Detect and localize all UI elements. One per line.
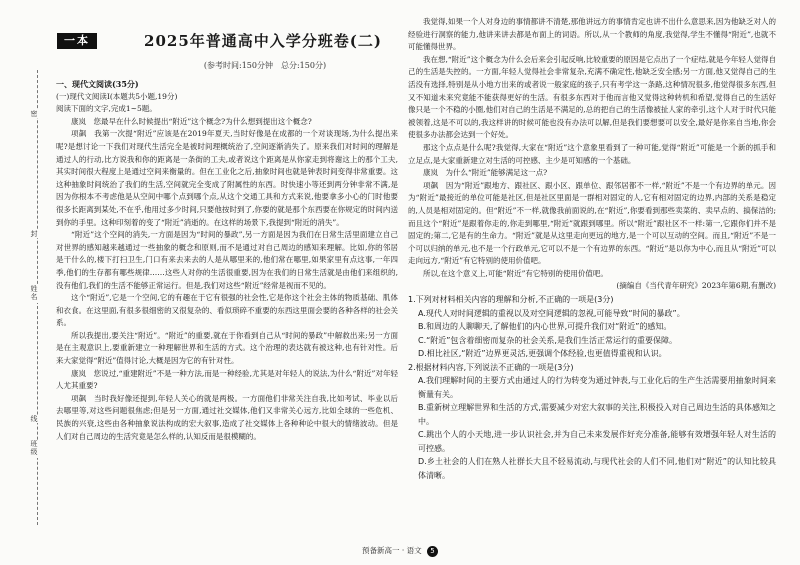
article-paragraph: 我在想,“附近”这个概念为什么会后来会引起反响,比较重要的原因是它点出了一个症结,就是今年轻人觉得自己的生活是失控的。一方面,年轻人觉得社会非常复杂,充满不确定性,他缺乏安全感;另一方面,他又觉得自己的生活没有选择,特别是从小地方出来的或者说一般家庭的孩子,只有考学这一条路,这种情况很多,他觉得很多东西,但又不知道未来究竟能不能获得更好的生活。有很多东西对于他而言他又觉得这种转机和希望,觉得自己的生活好像只是一个不稳的小圈,他们对自己的生活是不满足的,总的把自己的生活像被扯人家的牵引,这个人对于时代只能被领着,这是不可以的,我这样讲的时候可能也没有办法可以解,但是我们要想要可以安全,最好是你来自当地,你会使很多办法都会达到一个好处。 (408, 54, 776, 140)
interview-answer: 项飙 因为“附近”跟地方、跟社区、跟小区、跟单位、跟邻居都不一样,“附近”不是一个有边界的单元。因为“附近”最接近的单位可能是社区,但是社区里面是一群相对固定的人,它有相对固定的边界,内部的关系是稳定的,人员是相对固定的。但“附近”不一样,就像我前面说的,在“附近”,你要看到那些卖菜的、卖早点的、搞保洁的;而且这个“附近”是跟着你走的,你走到哪里,“附近”就跟到哪里。所以“附近”跟社区不一样:第一,它跟你们并不是固定的;第二,它是有的生命力。“附近”就是从这里走向更远的地方,是一个可以互动的空间。而且,“附近”不是一个可以归纳的单元,也不是一个行政单元,它可以不是一个有边界的东西。“附近”是以你为中心,而且从“附近”可以走向远方,“附近”有它特别的使用价值吧。 (408, 180, 776, 266)
answer-option-a: A.现代人对时间逻辑的重视以及对空间逻辑的忽视,可能导致“时间的暴政”。 (418, 308, 685, 318)
page-number: 5 (427, 546, 438, 557)
answer-option-d: D.乡土社会的人们在熟人社群长大且不轻易流动,与现代社会的人们不同,他们对“附近”的认知比较具体清晰。 (418, 457, 776, 480)
source-citation: (摘编自《当代青年研究》2023年第6期,有删改) (616, 281, 776, 291)
seal-label-feng: 封 (30, 230, 38, 238)
seal-label-mi: 密 (30, 110, 38, 118)
answer-option-b: B.重新树立理解世界和生活的方式,需要减少对宏大叙事的关注,积极投入对自己周边生活的具体感知之中。 (418, 403, 776, 426)
name-field-label: 姓名 (30, 285, 38, 301)
interview-answer: 项飙 当时我好像还提到,年轻人关心的就是两极。一方面他们非常关注自我,比如考试、毕业以后去哪里等,对这些问题很焦虑;但是另一方面,通过社交媒体,他们又非常关心远方,比如全球的一些危机、民族的兴衰,这些由各种抽象说法构成的宏大叙事,造成了社交媒体上各种种论中很大的情绪波动。但是人们对自己周边的生活究竟是怎么样的,认知反而是很模糊的。 (56, 393, 398, 441)
edition-tag: 一本 (57, 33, 97, 49)
article-paragraph: 我觉得,如果一个人对身边的事情都讲不清楚,那他讲远方的事情肯定也讲不出什么意思来,因为他缺乏对人的经验进行洞察的能力,他讲来讲去都是布面上的词语。所以,从一个教师的角度,我觉得,学生不懂得“附近”,也就不可能懂得世界。 (408, 17, 776, 52)
answer-option-b: B.和周边的人聊聊天,了解他们的内心世界,可提升我们对“附近”的感知。 (418, 322, 672, 332)
class-field-label: 班级 (30, 440, 38, 456)
answer-option-d: D.相比社区,“附近”边界更灵活,更强调个体经验,也更值得重视和认识。 (418, 349, 667, 359)
article-paragraph: 所以,在这个意义上,可能“附近”有它特别的使用价值吧。 (423, 268, 608, 278)
section-heading: 一、现代文阅读(35分) (56, 79, 139, 89)
interview-answer: 项飙 我第一次提“附近”应该是在2019年夏天,当时好像是在成都的一个对谈现场,为什么提出来呢?是想讨论一下我们对现代生活完全是被时间理概统治了,空间逐渐消失了。原来我们对时间的理解是通过人的行动,比方说我和你的距离是一条街的工夫,或者说这个距离是从你家走到将谢这上的那个工夫,其实时间很大程度上是通过空间来衡量的。但在工业化之后,抽象时间也就是钟表时间变得非常重要。这这种抽象时间统治了我们的生活,空间就完全变成了附属性的东西。时快速小等还到两分钟非常不满,是因为你根本不考虑他是从空间中哪个点到哪个点,从这个交通工具和方式来说,他要拿多小心的门时他要很多长距离到某处,不在乎,他用过多少时间,只要他按时到了,你要的就是那个东西要在你规定的时间内送到你的手里。这种印刻着的变了“附近”消逝的。在这样的场景下,我提到“附近的消失”。 (56, 129, 398, 227)
page-title: 2025年普通高中入学分班卷(二) (144, 32, 382, 50)
binding-strip (0, 0, 50, 565)
left-column (56, 78, 398, 443)
interview-question: 康岚 您说过,“重建附近”不是一种方法,而是一种经验,尤其是对年轻人的说法,为什么“附近”对年轻人尤其重要? (56, 368, 398, 391)
interview-question: 康岚 为什么“附近”能够满足这一点? (423, 168, 548, 178)
answer-option-c: C.跳出个人的小天地,进一步认识社会,并为自己未来发展作好充分准备,能够有效增强年轻人对生活的可控感。 (418, 430, 776, 453)
answer-option-c: C.“附近”包含着细密而复杂的社会关系,是我们生活正常运行的重要保障。 (418, 335, 677, 345)
article-paragraph: 这个“附近”,它是一个空间,它的有趣在于它有很强的社会性,它是你这个社会主体的物质基础、肌体和衣食。在这里面,有很多很细密的又很复杂的、看似琐碎不重要的东西这里面会要的各种各样的社会关系。 (56, 293, 398, 328)
exam-info: (参考时间:150分钟 总分:150分) (203, 61, 327, 70)
question-stem: 1.下列对材料相关内容的理解和分析,不正确的一项是(3分) (408, 295, 614, 305)
right-column (408, 16, 776, 482)
footer-label: 预备新高一 · 语文 (361, 546, 422, 555)
answer-option-a: A.我们理解时间的主要方式由通过人的行为转变为通过钟表,与工业化后的生产生活需要用抽象时间来衡量有关。 (418, 376, 776, 399)
page-footer (0, 545, 800, 557)
seal-label-xian: 线 (30, 415, 38, 423)
article-paragraph: 那这个点点是什么呢?我觉得,大家在“附近”这个意象里看到了一种可能,觉得“附近”可能是一个新的抓手和立足点,是大家重新建立对生活的可控感、主少是可知感的一个基础。 (408, 142, 776, 165)
article-paragraph: “附近”这个空间的消失,一方面是因为“时间的暴政”,另一方面是因为我们在日常生活里面建立自己对世界的感知越来越通过一些抽象的概念和原则,而不是通过对自己周边的感知来理解。比如,你的邻居是干什么的,楼下打扫卫生,门口有来去来去的人是从哪里来的,他们常在哪里,如果家里有点这事,一年四季,他们的生存都有哪些规律……这些人对你的生活很重要,因为在我们的日常生活就是由他们来组织的,没有他们,我们的生活不能够正常运行。但是,我们对这些“附近”经常是视而不见的。 (56, 230, 398, 290)
interview-question: 康岚 您最早在什么时候提出“附近”这个概念?为什么想到提出这个概念? (71, 116, 312, 126)
reading-instruction: 阅读下面的文字,完成1~5题。 (56, 104, 157, 114)
article-paragraph: 所以我提出,要关注“附近”。“附近”的重要,就在于你看到自己从“时间的暴政”中解救出来;另一方面是在主观意识上,要重新建立一种理解世界和生活的方式。这个治理的表达就有被这种,也有针对性。后来大家觉得“附近”值得讨论,大概是因为它的有针对性。 (56, 330, 398, 366)
question-stem: 2.根据材料内容,下列说法不正确的一项是(3分) (408, 362, 574, 372)
subsection-heading: (一)现代文阅读Ⅰ(本题共5小题,19分) (56, 91, 178, 101)
